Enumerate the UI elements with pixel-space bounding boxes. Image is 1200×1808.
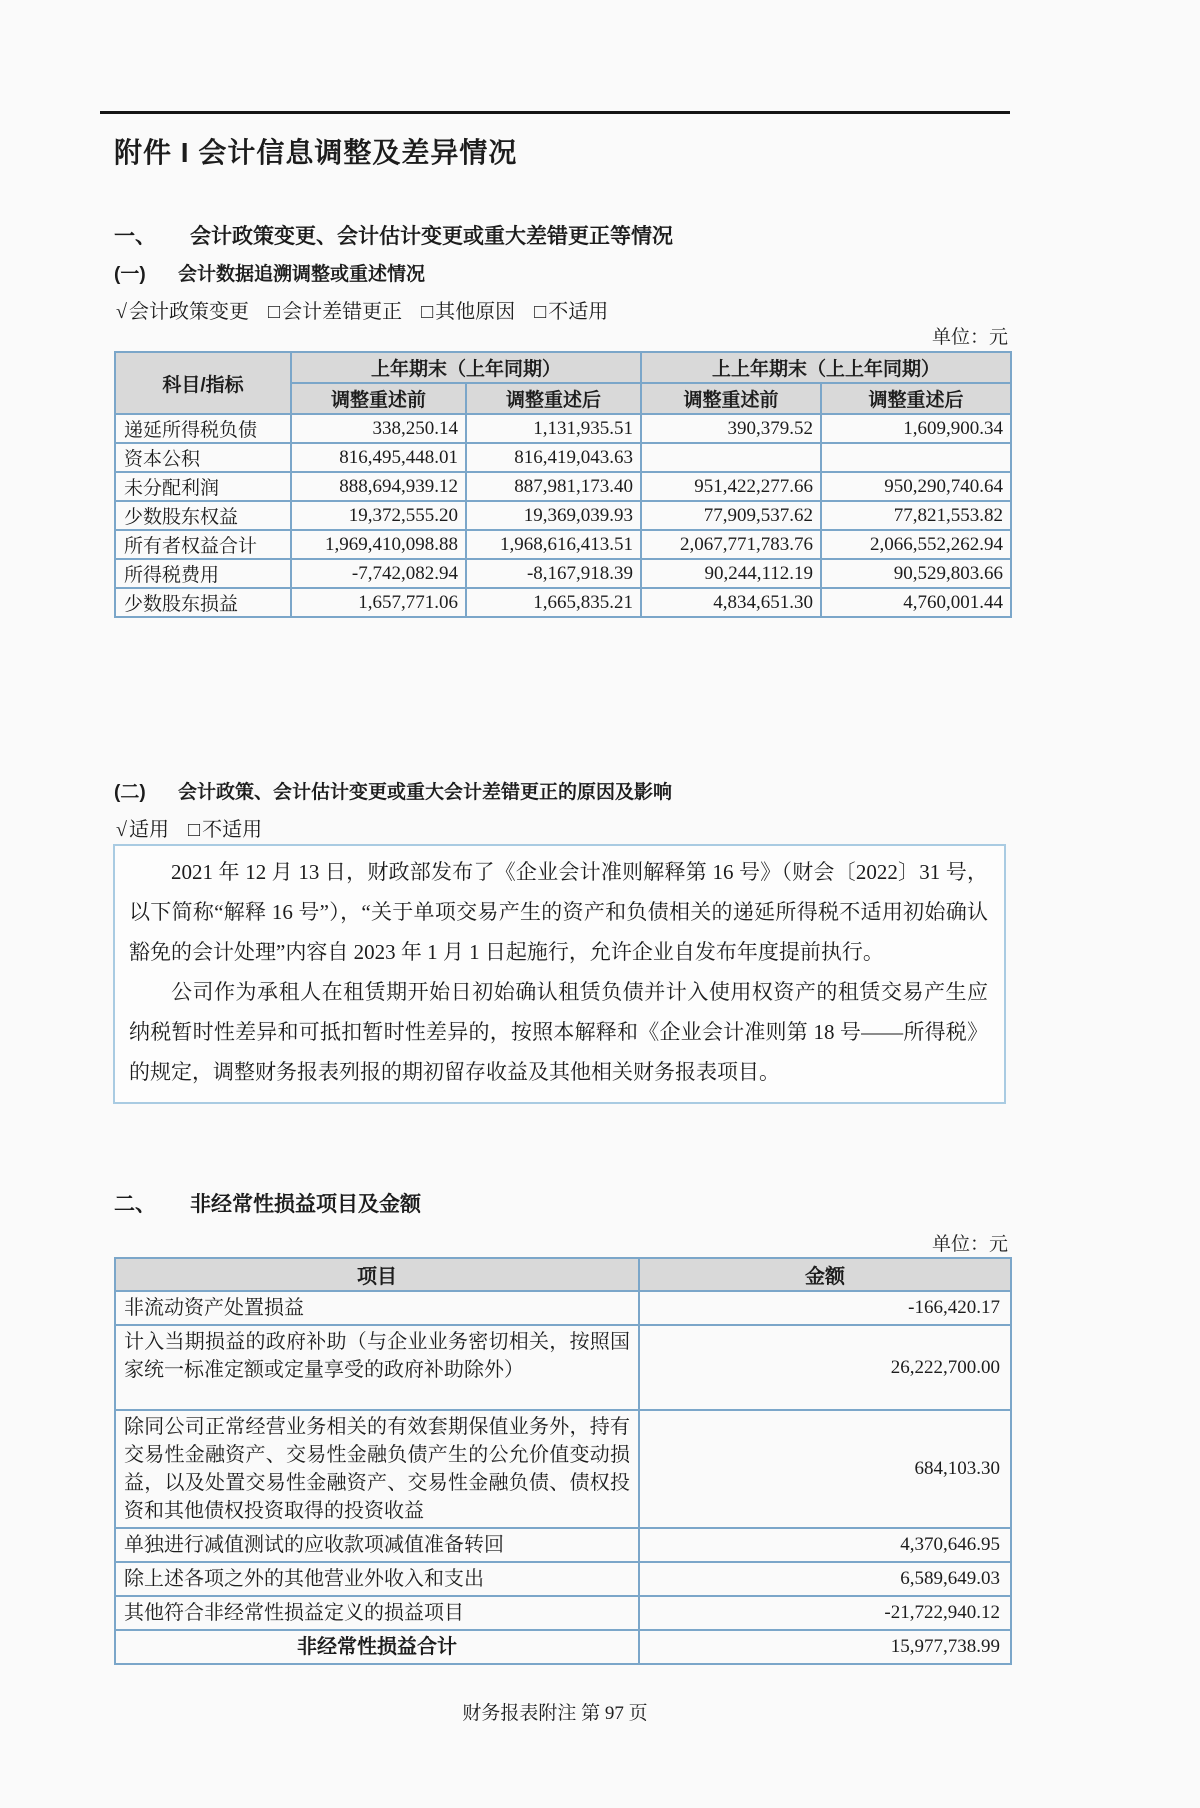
cell-value: 90,529,803.66 [821, 559, 1011, 588]
table-row [115, 1562, 1011, 1596]
check-item [116, 301, 249, 323]
check-label: 不适用 [202, 819, 263, 841]
amount-value: 6,589,649.03 [639, 1562, 1011, 1596]
check-item [534, 301, 608, 323]
item-label: 除同公司正常经营业务相关的有效套期保值业务外，持有交易性金融资产、交易性金融负债产生的公允价值变动损益，以及处置交易性金融资产、交易性金融负债、债权投资和其他债权投资取得的投资收益 [115, 1410, 639, 1528]
table-row [115, 1410, 1011, 1528]
cell-value: 77,821,553.82 [821, 501, 1011, 530]
item-label: 计入当期损益的政府补助（与企业业务密切相关，按照国家统一标准定额或定量享受的政府补助除外） [115, 1325, 639, 1410]
cell-value: -7,742,082.94 [291, 559, 466, 588]
cell-value: 950,290,740.64 [821, 472, 1011, 501]
row-label: 所有者权益合计 [115, 530, 291, 559]
explanation-paragraph: 2021 年 12 月 13 日，财政部发布了《企业会计准则解释第 16 号》（财会〔2022〕31 号，以下简称“解释 16 号”），“关于单项交易产生的资产和负债相关的递延所得税不适用初始确认豁免的会计处理”内容自 2023 年 1 月 1 日起施行，允许企业自发布年度提前执行。 [129, 860, 988, 964]
cell-value: 19,372,555.20 [291, 501, 466, 530]
subsection-title: 会计数据追溯调整或重述情况 [178, 264, 426, 285]
check-label: 会计政策变更 [128, 301, 249, 323]
row-label: 少数股东权益 [115, 501, 291, 530]
check-item [116, 819, 169, 841]
total-label: 非经常性损益合计 [115, 1630, 639, 1664]
subsection-title: 会计政策、会计估计变更或重大会计差错更正的原因及影响 [178, 782, 673, 803]
section-title: 会计政策变更、会计估计变更或重大差错更正等情况 [190, 225, 673, 248]
subsection-number: (一) [114, 264, 146, 285]
sub-header: 调整重述前 [291, 383, 466, 414]
checkbox-icon: □ [534, 301, 547, 323]
table-header-row [115, 1258, 1011, 1291]
table-row [115, 530, 1011, 559]
cell-value: -8,167,918.39 [466, 559, 641, 588]
cell-value: 1,609,900.34 [821, 414, 1011, 443]
table-row [115, 1325, 1011, 1410]
cell-value: 951,422,277.66 [641, 472, 821, 501]
table-row [115, 414, 1011, 443]
checkmark-icon: √ [116, 819, 127, 841]
checkbox-icon: □ [187, 819, 201, 841]
check-label: 不适用 [548, 301, 609, 323]
table-row [115, 501, 1011, 530]
cell-value: 77,909,537.62 [641, 501, 821, 530]
section-one-heading [114, 224, 1010, 250]
cell-value [821, 443, 1011, 472]
cell-value: 4,834,651.30 [641, 588, 821, 617]
row-label: 递延所得税负债 [115, 414, 291, 443]
subsection-one-heading [114, 263, 1010, 287]
section-two-heading [114, 1192, 1010, 1218]
table-row [115, 472, 1011, 501]
cell-value: 4,760,001.44 [821, 588, 1011, 617]
explanation-box [113, 844, 1006, 1104]
cell-value: 2,066,552,262.94 [821, 530, 1011, 559]
applicability-checkline [116, 818, 1010, 842]
column-header: 科目/指标 [115, 352, 291, 414]
group-header: 上年期末（上年同期） [291, 352, 641, 383]
check-label: 适用 [128, 819, 169, 841]
unit-label: 单位：元 [931, 1234, 1008, 1255]
row-label: 少数股东损益 [115, 588, 291, 617]
cell-value: 1,131,935.51 [466, 414, 641, 443]
cell-value: 2,067,771,783.76 [641, 530, 821, 559]
amount-value: 4,370,646.95 [639, 1528, 1011, 1562]
column-header: 项目 [115, 1258, 639, 1291]
check-item [188, 819, 262, 841]
cell-value: 338,250.14 [291, 414, 466, 443]
table-group-header-row [115, 352, 1011, 383]
cell-value: 816,419,043.63 [466, 443, 641, 472]
subsection-number: (二) [114, 782, 146, 803]
cell-value: 90,244,112.19 [641, 559, 821, 588]
sub-header: 调整重述后 [821, 383, 1011, 414]
check-label: 其他原因 [435, 301, 516, 323]
subsection-two-heading [114, 781, 1010, 805]
cell-value: 888,694,939.12 [291, 472, 466, 501]
cell-value: 1,969,410,098.88 [291, 530, 466, 559]
sub-header: 调整重述后 [466, 383, 641, 414]
table-total-row [115, 1630, 1011, 1664]
row-label: 资本公积 [115, 443, 291, 472]
table-row [115, 1291, 1011, 1325]
item-label: 非流动资产处置损益 [115, 1291, 639, 1325]
applicability-checkline [116, 300, 1010, 324]
table-row [115, 1528, 1011, 1562]
amount-value: 684,103.30 [639, 1410, 1011, 1528]
checkbox-icon: □ [267, 301, 281, 323]
row-label: 未分配利润 [115, 472, 291, 501]
checkmark-icon: √ [116, 301, 127, 323]
table-row [115, 588, 1011, 617]
cell-value: 1,665,835.21 [466, 588, 641, 617]
table-row [115, 1596, 1011, 1630]
document-page [100, 111, 1010, 1724]
total-amount: 15,977,738.99 [639, 1630, 1011, 1664]
cell-value: 887,981,173.40 [466, 472, 641, 501]
header-rule [100, 111, 1010, 114]
section-title: 非经常性损益项目及金额 [190, 1193, 421, 1216]
cell-value: 390,379.52 [641, 414, 821, 443]
unit-label: 单位：元 [931, 327, 1008, 348]
non-recurring-items-table [114, 1257, 1012, 1665]
item-label: 单独进行减值测试的应收款项减值准备转回 [115, 1528, 639, 1562]
checkbox-icon: □ [421, 301, 434, 323]
section-number: 一、 [114, 225, 156, 248]
item-label: 除上述各项之外的其他营业外收入和支出 [115, 1562, 639, 1596]
cell-value: 1,968,616,413.51 [466, 530, 641, 559]
cell-value: 816,495,448.01 [291, 443, 466, 472]
row-label: 所得税费用 [115, 559, 291, 588]
table-row [115, 559, 1011, 588]
item-label: 其他符合非经常性损益定义的损益项目 [115, 1596, 639, 1630]
section-number: 二、 [114, 1193, 156, 1216]
check-item [421, 301, 515, 323]
cell-value [641, 443, 821, 472]
group-header: 上上年期末（上上年同期） [641, 352, 1011, 383]
amount-value: -21,722,940.12 [639, 1596, 1011, 1630]
table-row [115, 443, 1011, 472]
explanation-paragraph: 公司作为承租人在租赁期开始日初始确认租赁负债并计入使用权资产的租赁交易产生应纳税暂时性差异和可抵扣暂时性差异的，按照本解释和《企业会计准则第 18 号——所得税》的规定，调整财务报表列报的期初留存收益及其他相关财务报表项目。 [129, 980, 988, 1084]
check-item [268, 301, 402, 323]
page-title: 附件 I 会计信息调整及差异情况 [114, 137, 518, 168]
page-footer: 财务报表附注 第 97 页 [462, 1703, 648, 1724]
sub-header: 调整重述前 [641, 383, 821, 414]
amount-value: 26,222,700.00 [639, 1325, 1011, 1410]
amount-value: -166,420.17 [639, 1291, 1011, 1325]
check-label: 会计差错更正 [282, 301, 403, 323]
column-header: 金额 [639, 1258, 1011, 1291]
cell-value: 19,369,039.93 [466, 501, 641, 530]
restatement-table [114, 351, 1012, 618]
cell-value: 1,657,771.06 [291, 588, 466, 617]
